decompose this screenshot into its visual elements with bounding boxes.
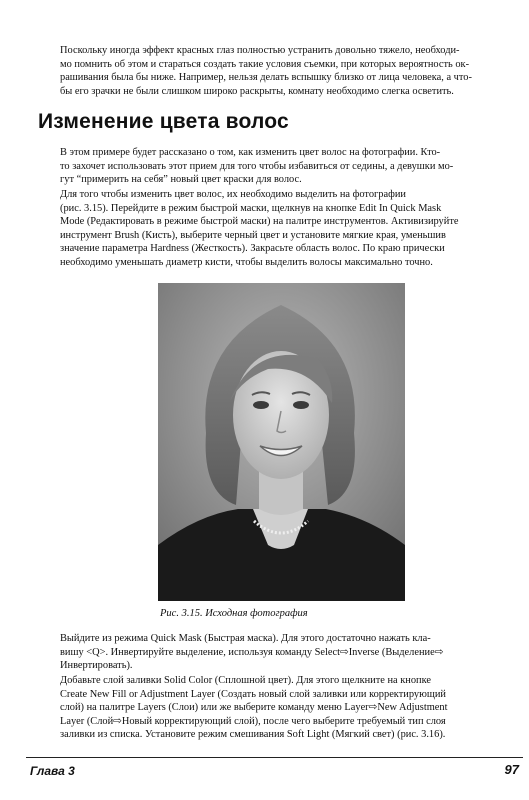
intro-paragraph [60,44,523,98]
text-line: то захочет использовать этот прием для того чтобы избавиться от седины, а девушки мо- [60,160,454,172]
page-number: 97 [504,762,519,777]
text-line: инструмент Brush (Кисть), выберите черный цвет и установите мягкие края, уменьшив [60,229,446,241]
body-paragraph-1 [60,146,523,187]
text-line: слой) на палитре Layers (Слои) или же выберите команду меню Layer⇨New Adjustment [60,702,448,714]
text-line: значение параметра Hardness (Жесткость). Закрасьте область волос. По краю прически [60,243,445,255]
after-paragraph-2 [60,674,523,742]
chapter-label: Глава 3 [30,764,75,778]
text-line: рашивания была бы ниже. Например, нельзя делать вспышку близко от лица человека, а что- [60,72,472,84]
footer-rule [26,757,523,758]
text-line: Layer (Слой⇨Новый корректирующий слой), после чего выберите требуемый тип слоя [60,715,446,727]
portrait-photo [158,283,405,601]
text-line: гут “примерить на себя” новый цвет краски для волос. [60,174,302,186]
text-line: (рис. 3.15). Перейдите в режим быстрой маски, щелкнув на кнопке Edit In Quick Mask [60,202,442,214]
text-line: Mode (Редактировать в режиме быстрой маски) на палитре инструментов. Активизируйте [60,216,459,228]
text-line: Поскольку иногда эффект красных глаз полностью устранить довольно тяжело, необходи- [60,45,460,56]
body-paragraph-2 [60,188,523,270]
text-line: вишу <Q>. Инвертируйте выделение, используя команду Select⇨Inverse (Выделение⇨ [60,646,444,658]
text-line: Инвертировать). [60,660,133,672]
text-line: Добавьте слой заливки Solid Color (Сплошной цвет). Для этого щелкните на кнопке [60,675,432,686]
text-line: Выйдите из режима Quick Mask (Быстрая маска). Для этого достаточно нажать кла- [60,633,431,644]
text-line: В этом примере будет рассказано о том, как изменить цвет волос на фотографии. Кто- [60,147,441,158]
text-line: необходимо уменьшать диаметр кисти, чтобы выделить волосы максимально точно. [60,256,433,268]
text-line: бы его зрачки не были слишком широко раскрыты, комнату необходимо слегка осветить. [60,85,454,97]
after-paragraph-1 [60,632,523,673]
figure-caption: Рис. 3.15. Исходная фотография [160,608,308,619]
text-line: Для того чтобы изменить цвет волос, их необходимо выделить на фотографии [60,189,406,200]
text-line: мо помнить об этом и стараться создать такие условия съемки, при которых вероятность ок- [60,58,470,70]
text-line: заливки из списка. Установите режим смешивания Soft Light (Мягкий свет) (рис. 3.16). [60,729,446,741]
section-title: Изменение цвета волос [38,110,289,133]
text-line: Create New Fill or Adjustment Layer (Создать новый слой заливки или корректирующий [60,688,446,700]
portrait-illustration [158,283,405,601]
